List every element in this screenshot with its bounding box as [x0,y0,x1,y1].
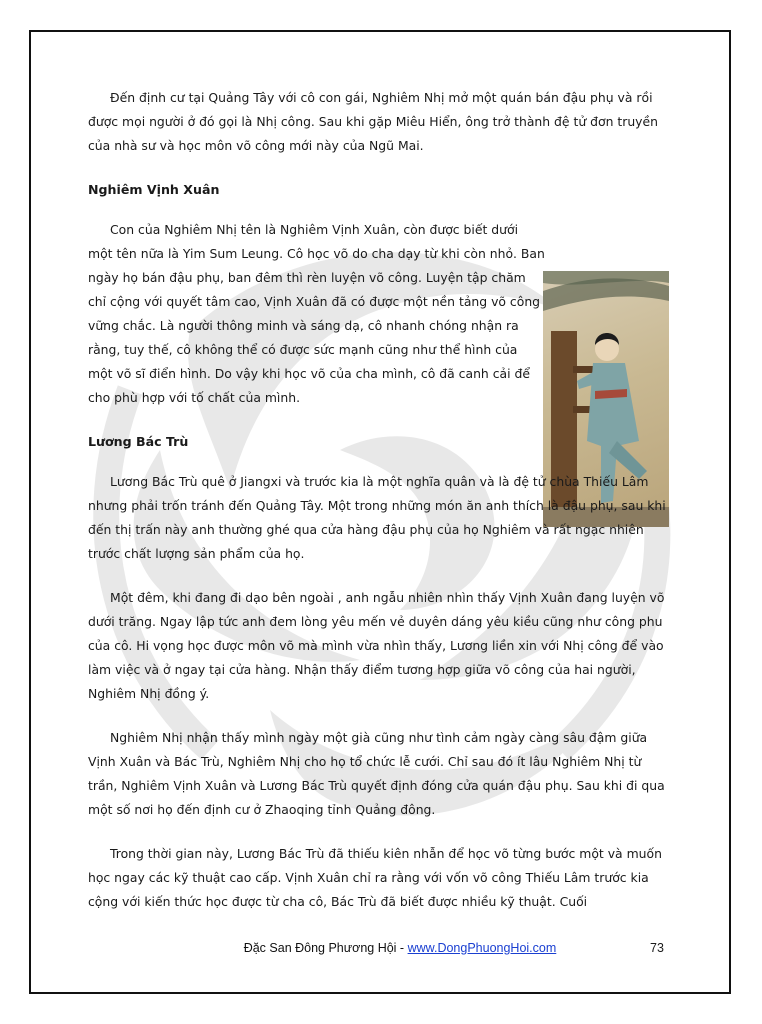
paragraph-5: Nghiêm Nhị nhận thấy mình ngày một già cũng như tình cảm ngày càng sâu đậm giữa Vịnh Xuân và Bác Trù, Nghiêm Nhị cho họ tổ chức lễ cưới. Chỉ sau đó ít lâu Nghiêm Nhị từ trần, Nghiêm Vịnh Xuân và Lương Bác Trù quyết định đóng cửa quán đậu phụ. Sau khi đi qua một số nơi họ đến định cư ở Zhaoqing tỉnh Quảng đông. [88,730,665,817]
footer-website-link[interactable]: www.DongPhuongHoi.com [407,941,557,955]
heading-nghiem-vinh-xuan: Nghiêm Vịnh Xuân [88,182,220,197]
paragraph-2: Con của Nghiêm Nhị tên là Nghiêm Vịnh Xuân, còn được biết dưới một tên nữa là Yim Sum Leung. Cô học võ do cha dạy từ khi còn nhỏ. Ban ngày họ bán đậu phụ, ban đêm thì rèn luyện võ công. Luyện tập chăm chỉ cộng với quyết tâm cao, Vịnh Xuân đã có được một nền tảng võ công vững chắc. Là người thông minh và sáng dạ, cô nhanh chóng nhận ra rằng, tuy thế, cô không thể có được sức mạnh cũng như thể hình của một võ sĩ điển hình. Do vậy khi học võ của cha mình, cô đã canh cải để cho phù hợp với tố chất của mình. [88,222,545,405]
paragraph-3: Lương Bác Trù quê ở Jiangxi và trước kia là một nghĩa quân và là đệ tử chùa Thiếu Lâm nhưng phải trốn tránh đến Quảng Tây. Một trong những món ăn anh thích là đậu phụ, sau khi đến thị trấn này anh thường ghé qua cửa hàng đậu phụ của họ Nghiêm và rất ngạc nhiên trước chất lượng sản phẩm của họ. [88,474,666,561]
paragraph-1: Đến định cư tại Quảng Tây với cô con gái, Nghiêm Nhị mở một quán bán đậu phụ và rồi được mọi người ở đó gọi là Nhị công. Sau khi gặp Miêu Hiển, ông trở thành đệ tử đơn truyền của nhà sư và học môn võ công mới này của Ngũ Mai. [88,90,658,153]
page-number: 73 [650,941,664,955]
footer-label: Đặc San Đông Phương Hội - [243,941,408,955]
page-footer [200,941,600,955]
heading-luong-bac-tru: Lương Bác Trù [88,434,189,449]
paragraph-4: Một đêm, khi đang đi dạo bên ngoài , anh ngẫu nhiên nhìn thấy Vịnh Xuân đang luyện võ dưới trăng. Ngay lập tức anh đem lòng yêu mến vẻ duyên dáng yêu kiều cũng như công phu của cô. Hi vọng học được môn võ mà mình vừa nhìn thấy, Lương liền xin với Nhị công để vào làm việc và ở ngay tại cửa hàng. Nhận thấy điểm tương hợp giữa võ công của hai người, Nghiêm Nhị đồng ý. [88,590,665,701]
paragraph-6: Trong thời gian này, Lương Bác Trù đã thiếu kiên nhẫn để học võ từng bước một và muốn học ngay các kỹ thuật cao cấp. Vịnh Xuân chỉ ra rằng với vốn võ công Thiếu Lâm trước kia cộng với kiến thức học được từ cha cô, Bác Trù đã biết được nhiều kỹ thuật. Cuối [88,846,662,909]
article-body [88,86,673,934]
